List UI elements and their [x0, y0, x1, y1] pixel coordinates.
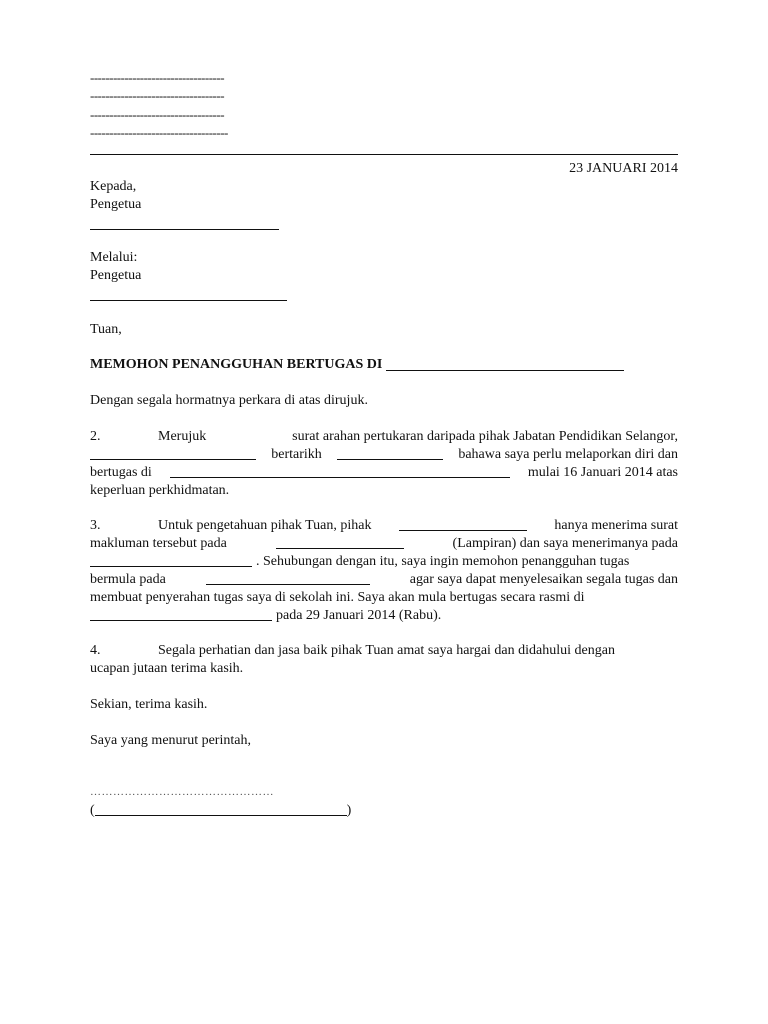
- to-name: Pengetua: [90, 197, 142, 212]
- close-paren: ): [346, 803, 352, 818]
- para3-l4-end: agar saya dapat menyelesaikan segala tugas dan: [409, 572, 678, 587]
- para3-l1-end: hanya menerima surat: [554, 518, 678, 533]
- blank-field: [206, 571, 370, 585]
- blank-field: [276, 535, 404, 549]
- paragraph-2: [90, 428, 678, 500]
- closing-thanks: Sekian, terima kasih.: [90, 697, 208, 712]
- para3-l4-start: bermula pada: [90, 572, 166, 587]
- subject-blank: [386, 356, 624, 371]
- para2-l3-start: bertugas di: [90, 465, 152, 480]
- recipient-school-blank: [90, 229, 279, 230]
- para3-l6-end: pada 29 Januari 2014 (Rabu).: [276, 608, 442, 623]
- sender-address-line: ------------------------------------: [90, 125, 228, 140]
- to-label: Kepada,: [90, 179, 137, 194]
- paragraph-4: [90, 642, 678, 678]
- via-label: Melalui:: [90, 250, 138, 265]
- via-name: Pengetua: [90, 268, 142, 283]
- subject-line: [90, 356, 624, 374]
- blank-field: [90, 446, 256, 460]
- via-block: [90, 249, 141, 285]
- blank-field: [399, 517, 527, 531]
- header-divider: [90, 154, 678, 155]
- para3-l2-end: (Lampiran) dan saya menerimanya pada: [452, 536, 678, 551]
- subject-text: MEMOHON PENANGGUHAN BERTUGAS DI: [90, 357, 383, 372]
- paragraph-number: 2.: [90, 429, 101, 444]
- paragraph-number: 3.: [90, 518, 101, 533]
- signature-dots: …………………………………………: [90, 786, 274, 798]
- intro-paragraph: Dengan segala hormatnya perkara di atas dirujuk.: [90, 393, 368, 408]
- para3-l5: membuat penyerahan tugas saya di sekolah ini. Saya akan mula bertugas secara rasmi di: [90, 590, 585, 605]
- paragraph-number: 4.: [90, 643, 101, 658]
- para2-line1-lead: Merujuk: [158, 429, 207, 444]
- signatory-name-line: [90, 802, 351, 820]
- para2-l3-end: mulai 16 Januari 2014 atas: [527, 465, 678, 480]
- via-school-blank: [90, 300, 287, 301]
- para2-l2-mid: bertarikh: [271, 447, 322, 462]
- open-paren: (: [90, 803, 95, 818]
- sender-address-line: -----------------------------------: [90, 107, 225, 122]
- para2-l4: keperluan perkhidmatan.: [90, 483, 230, 498]
- blank-field: [170, 464, 510, 478]
- letter-date: 23 JANUARI 2014: [569, 161, 678, 176]
- para4-l1: Segala perhatian dan jasa baik pihak Tuan amat saya hargai dan didahului dengan: [158, 643, 615, 658]
- para3-l1-start: Untuk pengetahuan pihak Tuan, pihak: [158, 518, 372, 533]
- para3-l2-start: makluman tersebut pada: [90, 536, 227, 551]
- sender-address-line: -----------------------------------: [90, 88, 225, 103]
- blank-field: [337, 446, 443, 460]
- salutation: Tuan,: [90, 322, 122, 337]
- para3-l3-end: . Sehubungan dengan itu, saya ingin memohon penangguhan tugas: [256, 554, 630, 569]
- signatory-name-blank: [95, 802, 347, 816]
- blank-field: [90, 607, 272, 621]
- paragraph-3: [90, 517, 678, 625]
- sender-address-line: -----------------------------------: [90, 70, 225, 85]
- blank-field: [90, 553, 252, 567]
- para2-l2-end: bahawa saya perlu melaporkan diri dan: [458, 447, 678, 462]
- closing-sign-off: Saya yang menurut perintah,: [90, 733, 251, 748]
- recipient-block: [90, 178, 141, 214]
- para2-line1: surat arahan pertukaran daripada pihak Jabatan Pendidikan Selangor,: [292, 429, 678, 444]
- para4-l2: ucapan jutaan terima kasih.: [90, 661, 244, 676]
